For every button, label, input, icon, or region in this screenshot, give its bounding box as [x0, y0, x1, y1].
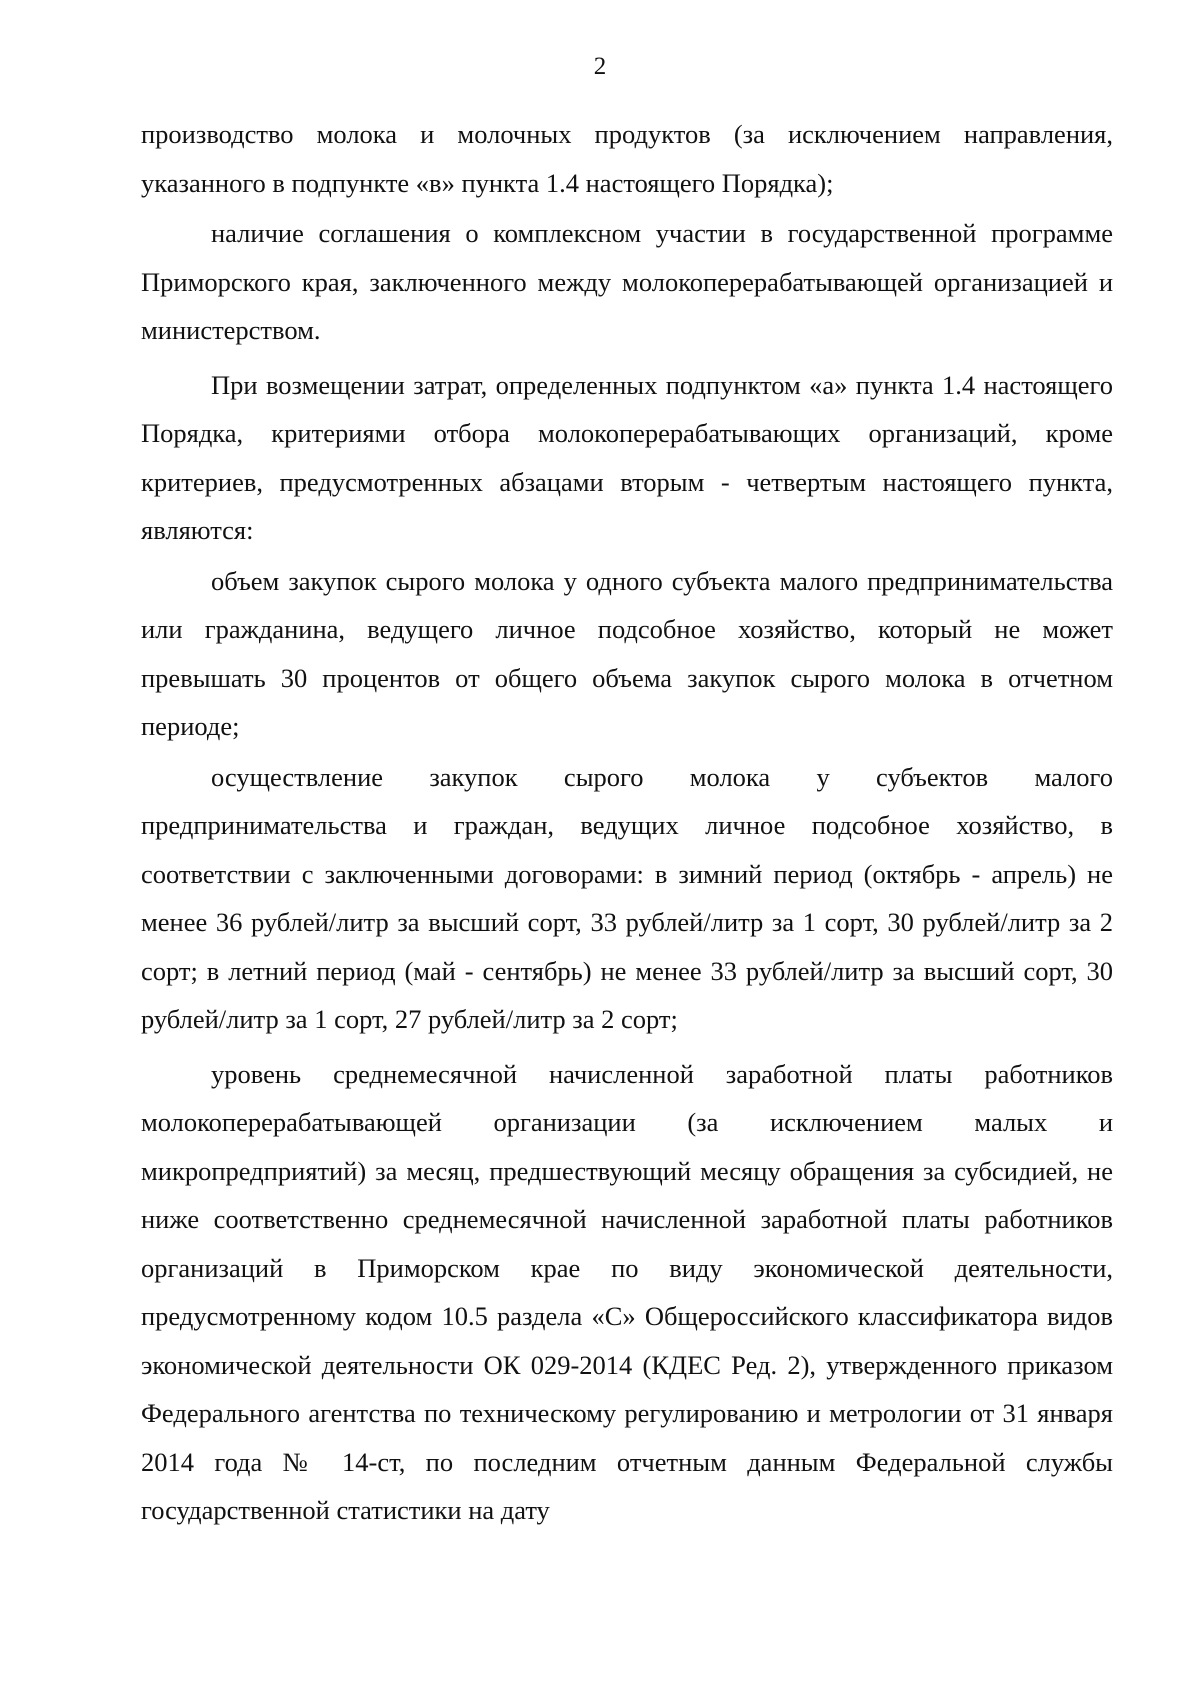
- paragraph-cost-reimbursement: При возмещении затрат, определенных подпунктом «а» пункта 1.4 настоящего Порядка, критериями отбора молокоперерабатывающих организаций, кроме критериев, предусмотренных абзацами вторым - четвертым настоящего пункта, являются:: [141, 369, 1113, 545]
- paragraph-production-criteria: производство молока и молочных продуктов (за исключением направления, указанного в подпункте «в» пункта 1.4 настоящего Порядка);: [141, 119, 1113, 198]
- paragraph-salary-level: уровень среднемесячной начисленной заработной платы работников молокоперерабатывающей организации (за исключением малых и микропредприятий) за месяц, предшествующий месяцу обращения за субсидией, не ниже соответственно среднемесячной начисленной заработной платы работников организаций в Приморском крае по виду экономической деятельности, предусмотренному кодом 10.5 раздела «С» Общероссийского классификатора видов экономической деятельности ОК 029-2014 (КДЕС Ред. 2), утвержденного приказом Федерального агентства по техническому регулированию и метрологии от 31 января 2014 года № 14-ст, по последним отчетным данным Федеральной службы государственной статистики на дату: [141, 1058, 1113, 1525]
- paragraph-milk-prices: осуществление закупок сырого молока у субъектов малого предпринимательства и граждан, ведущих личное подсобное хозяйство, в соответствии с заключенными договорами: в зимний период (октябрь - апрель) не менее 36 рублей/литр за высший сорт, 33 рублей/литр за 1 сорт, 30 рублей/литр за 2 сорт; в летний период (май - сентябрь) не менее 33 рублей/литр за высший сорт, 30 рублей/литр за 1 сорт, 27 рублей/литр за 2 сорт;: [141, 761, 1113, 1034]
- page-number: 2: [593, 53, 607, 80]
- paragraph-agreement-criteria: наличие соглашения о комплексном участии в государственной программе Приморского края, заключенного между молокоперерабатывающей организацией и министерством.: [141, 218, 1113, 345]
- paragraph-purchase-volume: объем закупок сырого молока у одного субъекта малого предпринимательства или гражданина, ведущего личное подсобное хозяйство, который не может превышать 30 процентов от общего объема закупок сырого молока в отчетном периоде;: [141, 565, 1113, 741]
- document-body: [141, 110, 1113, 1535]
